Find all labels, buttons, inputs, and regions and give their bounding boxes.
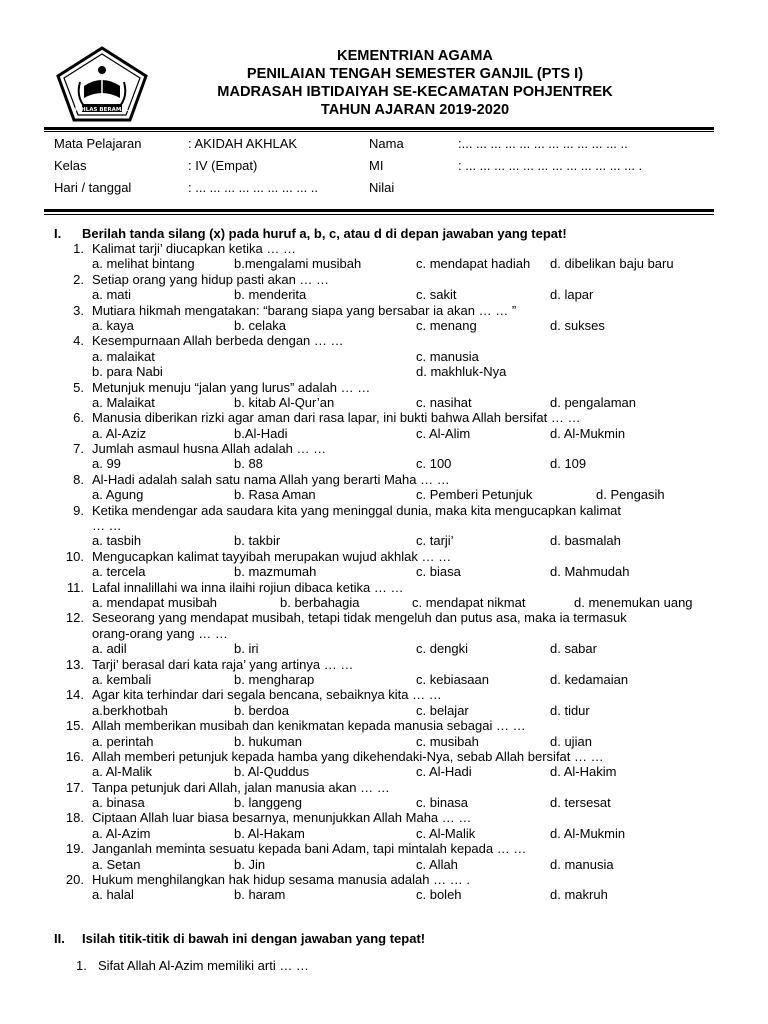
info-rule-thin xyxy=(44,214,714,215)
answer-option[interactable]: b. haram xyxy=(234,887,286,903)
question-line xyxy=(54,749,722,764)
question-text: … … xyxy=(92,518,122,534)
question-item xyxy=(54,841,722,872)
question-number: 5. xyxy=(73,379,84,395)
answer-option[interactable]: c. tarji’ xyxy=(416,533,454,549)
answer-options-row xyxy=(54,826,722,841)
answer-options-row xyxy=(54,564,722,579)
question-number: 2. xyxy=(73,271,84,287)
kemenag-logo xyxy=(54,46,150,122)
question-line xyxy=(54,610,722,625)
question-text: Lafal innalillahi wa inna ilaihi rojiun dibaca ketika … … xyxy=(92,579,404,595)
answer-option[interactable]: c. dengki xyxy=(416,641,469,657)
question-line xyxy=(54,872,722,887)
answer-option[interactable]: b. mazmumah xyxy=(234,564,317,580)
question-item xyxy=(54,503,722,549)
question-line xyxy=(54,503,722,518)
question-item xyxy=(54,780,722,811)
answer-option[interactable]: d. tidur xyxy=(550,702,590,718)
info-row-mapel xyxy=(54,136,734,158)
answer-option[interactable]: a. Setan xyxy=(92,856,141,872)
question-number: 19. xyxy=(65,841,84,857)
answer-option[interactable]: c. Pemberi Petunjuk xyxy=(416,487,533,503)
question-item xyxy=(54,303,722,334)
answer-option[interactable]: b. para Nabi xyxy=(92,364,163,380)
answer-option[interactable]: a. halal xyxy=(92,887,134,903)
answer-option[interactable]: b. iri xyxy=(234,641,259,657)
mapel-label: Mata Pelajaran xyxy=(54,136,142,151)
answer-options-row xyxy=(54,395,722,410)
answer-option[interactable]: d. manusia xyxy=(550,856,614,872)
answer-options-row xyxy=(54,764,722,779)
answer-option[interactable]: c. musibah xyxy=(416,733,479,749)
question-text: Al-Hadi adalah salah satu nama Allah yang berarti Maha … … xyxy=(92,471,450,487)
answer-option[interactable]: b. mengharap xyxy=(234,671,315,687)
question-line xyxy=(54,780,722,795)
answer-option[interactable]: d. Pengasih xyxy=(596,487,665,503)
question-number: 16. xyxy=(65,748,84,764)
answer-option[interactable]: a. kaya xyxy=(92,317,134,333)
mi-field[interactable]: : ... ... ... ... ... ... ... ... ... ... ... ... . xyxy=(458,158,643,173)
answer-option[interactable]: b. berdoa xyxy=(234,702,289,718)
answer-options-row xyxy=(54,318,722,333)
answer-option[interactable]: c. nasihat xyxy=(416,394,472,410)
question-text: Ciptaan Allah luar biasa besarnya, menunjukkan Allah Maha … … xyxy=(92,810,472,826)
answer-option[interactable]: b. Al-Hakam xyxy=(234,825,305,841)
answer-option[interactable]: c. belajar xyxy=(416,702,469,718)
answer-options-row xyxy=(54,641,722,656)
hari-field[interactable]: : ... ... ... ... ... ... ... ... .. xyxy=(188,180,319,195)
question-line xyxy=(54,549,722,564)
question-line xyxy=(54,841,722,856)
nama-label: Nama xyxy=(369,136,404,151)
answer-options-row xyxy=(54,672,722,687)
answer-option[interactable]: a. 99 xyxy=(92,456,121,472)
question-text: Tanpa petunjuk dari Allah, jalan manusia akan … … xyxy=(92,779,390,795)
answer-option[interactable]: d. kedamaian xyxy=(550,671,629,687)
question-text: Ketika mendengar ada saudara kita yang meninggal dunia, maka kita mengucapkan kalimat xyxy=(92,502,621,518)
essay-question-text: Sifat Allah Al-Azim memiliki arti … … xyxy=(98,958,309,973)
answer-option[interactable]: a. malaikat xyxy=(92,348,155,364)
answer-option[interactable]: b.mengalami musibah xyxy=(234,256,362,272)
answer-option[interactable]: a. mendapat musibah xyxy=(92,594,218,610)
answer-option[interactable]: d. basmalah xyxy=(550,533,621,549)
question-number: 15. xyxy=(65,718,84,734)
question-text: Janganlah meminta sesuatu kepada bani Adam, tapi mintalah kepada … … xyxy=(92,841,527,857)
answer-option[interactable]: d. sabar xyxy=(550,641,597,657)
question-line xyxy=(54,472,722,487)
answer-option[interactable]: a. adil xyxy=(92,641,127,657)
answer-option[interactable]: b. berbahagia xyxy=(280,594,360,610)
question-list xyxy=(54,241,722,903)
answer-option[interactable]: d. 109 xyxy=(550,456,587,472)
answer-options-row xyxy=(54,487,722,502)
answer-option[interactable]: a. mati xyxy=(92,287,132,303)
header-line-2: PENILAIAN TENGAH SEMESTER GANJIL (PTS I) xyxy=(246,66,584,82)
section-1-title: Berilah tanda silang (x) pada huruf a, b, c, atau d di depan jawaban yang tepat! xyxy=(82,226,567,241)
question-number: 13. xyxy=(65,656,84,672)
nilai-label: Nilai xyxy=(369,180,395,195)
answer-option[interactable]: c. manusia xyxy=(416,348,479,364)
question-item xyxy=(54,380,722,411)
question-text: Kesempurnaan Allah berbeda dengan … … xyxy=(92,333,344,349)
header-rule-thin xyxy=(44,131,714,132)
question-line xyxy=(54,241,722,256)
answer-option[interactable]: a. kembali xyxy=(92,671,152,687)
answer-options-row xyxy=(54,533,722,548)
answer-option[interactable]: d. Al-Mukmin xyxy=(550,425,626,441)
question-text: Mutiara hikmah mengatakan: “barang siapa yang bersabar ia akan … … ” xyxy=(92,302,517,318)
question-line xyxy=(54,441,722,456)
question-text: orang-orang yang … … xyxy=(92,625,228,641)
question-item xyxy=(54,872,722,903)
answer-options-row xyxy=(54,426,722,441)
answer-option[interactable]: a. Al-Malik xyxy=(92,764,152,780)
question-item xyxy=(54,687,722,718)
answer-options-row xyxy=(54,857,722,872)
answer-option[interactable]: b. hukuman xyxy=(234,733,302,749)
answer-option[interactable]: c. menang xyxy=(416,317,477,333)
answer-options-row xyxy=(54,887,722,902)
question-text: Agar kita terhindar dari segala bencana, sebaiknya kita … … xyxy=(92,687,442,703)
answer-option[interactable]: c. kebiasaan xyxy=(416,671,489,687)
question-text: Metunjuk menuju “jalan yang lurus” adalah … … xyxy=(92,379,371,395)
question-item xyxy=(54,333,722,379)
answer-option[interactable]: d. pengalaman xyxy=(550,394,637,410)
answer-option[interactable]: d. ujian xyxy=(550,733,592,749)
answer-option[interactable]: c. Al-Malik xyxy=(416,825,476,841)
question-text: Seseorang yang mendapat musibah, tetapi tidak mengeluh dan putus asa, maka ia termasuk xyxy=(92,610,627,626)
answer-options-row xyxy=(54,734,722,749)
question-number: 9. xyxy=(73,502,84,518)
answer-option[interactable]: d. menemukan uang xyxy=(574,594,693,610)
answer-option[interactable]: d. makruh xyxy=(550,887,608,903)
answer-option[interactable]: b. Rasa Aman xyxy=(234,487,316,503)
question-line xyxy=(54,657,722,672)
answer-option[interactable]: a. melihat bintang xyxy=(92,256,195,272)
question-line xyxy=(54,410,722,425)
question-item xyxy=(54,472,722,503)
answer-option[interactable]: a. tasbih xyxy=(92,533,142,549)
question-text: Mengucapkan kalimat tayyibah merupakan wujud akhlak … … xyxy=(92,548,452,564)
answer-option[interactable]: a. tercela xyxy=(92,564,146,580)
question-number: 20. xyxy=(65,872,84,888)
answer-options-row xyxy=(54,703,722,718)
answer-option[interactable]: b.Al-Hadi xyxy=(234,425,288,441)
question-line xyxy=(54,718,722,733)
svg-text:IKHLAS BERAMAL: IKHLAS BERAMAL xyxy=(74,107,130,113)
section-2-number: II. xyxy=(54,931,65,946)
answer-option[interactable]: b. langgeng xyxy=(234,795,302,811)
mapel-value: : AKIDAH AKHLAK xyxy=(188,136,298,151)
question-number: 12. xyxy=(65,610,84,626)
answer-option[interactable]: c. mendapat hadiah xyxy=(416,256,531,272)
question-item xyxy=(54,441,722,472)
answer-option[interactable]: b. kitab Al-Qur’an xyxy=(234,394,335,410)
answer-option[interactable]: a. Malaikat xyxy=(92,394,155,410)
info-rule-thick xyxy=(44,209,714,212)
answer-option[interactable]: c. Al-Hadi xyxy=(416,764,472,780)
question-text: Jumlah asmaul husna Allah adalah … … xyxy=(92,441,327,457)
question-number: 11. xyxy=(66,579,84,595)
question-text: Allah memberikan musibah dan kenikmatan kepada manusia sebagai … … xyxy=(92,718,526,734)
question-item xyxy=(54,241,722,272)
question-number: 17. xyxy=(65,779,84,795)
nama-field[interactable]: :... ... ... ... ... ... ... ... ... ... ... .. xyxy=(458,136,628,151)
question-number: 14. xyxy=(65,687,84,703)
answer-option[interactable]: c. Al-Alim xyxy=(416,425,471,441)
answer-option[interactable]: a. Agung xyxy=(92,487,144,503)
question-number: 4. xyxy=(73,333,84,349)
answer-option[interactable]: d. Mahmudah xyxy=(550,564,630,580)
header-line-4: TAHUN AJARAN 2019-2020 xyxy=(320,102,510,118)
answer-option[interactable]: a.berkhotbah xyxy=(92,702,168,718)
question-line xyxy=(54,626,722,641)
answer-options-row xyxy=(54,456,722,471)
answer-option[interactable]: b. takbir xyxy=(234,533,281,549)
answer-options-row xyxy=(54,595,722,610)
info-row-hari xyxy=(54,180,734,202)
question-line xyxy=(54,272,722,287)
question-item xyxy=(54,410,722,441)
answer-options-row xyxy=(54,349,722,364)
question-item xyxy=(54,810,722,841)
answer-option[interactable]: d. dibelikan baju baru xyxy=(550,256,674,272)
question-text: Setiap orang yang hidup pasti akan … … xyxy=(92,271,330,287)
question-line xyxy=(54,580,722,595)
document-header xyxy=(150,47,680,119)
question-text: Kalimat tarji’ diucapkan ketika … … xyxy=(92,241,296,256)
question-item xyxy=(54,549,722,580)
answer-option[interactable]: a. Al-Azim xyxy=(92,825,151,841)
answer-option[interactable]: d. makhluk-Nya xyxy=(416,364,507,380)
question-text: Tarji’ berasal dari kata raja’ yang artinya … … xyxy=(92,656,354,672)
answer-option[interactable]: b. 88 xyxy=(234,456,263,472)
answer-option[interactable]: b. celaka xyxy=(234,317,287,333)
answer-option[interactable]: c. binasa xyxy=(416,795,469,811)
question-line xyxy=(54,518,722,533)
answer-option[interactable]: c. Allah xyxy=(416,856,458,872)
answer-options-row xyxy=(54,287,722,302)
question-number: 1. xyxy=(73,241,84,256)
answer-option[interactable]: b. Jin xyxy=(234,856,266,872)
answer-option[interactable]: c. boleh xyxy=(416,887,462,903)
hari-label: Hari / tanggal xyxy=(54,180,132,195)
answer-option[interactable]: d. tersesat xyxy=(550,795,611,811)
answer-option[interactable]: b. menderita xyxy=(234,287,307,303)
question-item xyxy=(54,272,722,303)
answer-options-row xyxy=(54,364,722,379)
question-number: 18. xyxy=(65,810,84,826)
header-line-1: KEMENTRIAN AGAMA xyxy=(337,48,493,64)
question-item xyxy=(54,718,722,749)
section-1-number: I. xyxy=(54,226,62,241)
header-rule-thick xyxy=(44,127,714,130)
answer-option[interactable]: b. Al-Quddus xyxy=(234,764,310,780)
question-line xyxy=(54,303,722,318)
question-number: 6. xyxy=(73,410,84,426)
question-number: 10. xyxy=(65,548,84,564)
section-2-title: Isilah titik-titik di bawah ini dengan jawaban yang tepat! xyxy=(82,931,426,946)
question-line xyxy=(54,810,722,825)
question-number: 7. xyxy=(73,441,84,457)
question-number: 3. xyxy=(73,302,84,318)
answer-option[interactable]: d. Al-Hakim xyxy=(550,764,617,780)
question-text: Manusia diberikan rizki agar aman dari rasa lapar, ini bukti bahwa Allah bersifat … … xyxy=(92,410,581,426)
kelas-value: : IV (Empat) xyxy=(188,158,258,173)
answer-options-row xyxy=(54,256,722,271)
answer-option[interactable]: a. Al-Aziz xyxy=(92,425,147,441)
mi-label: MI xyxy=(369,158,384,173)
question-line xyxy=(54,380,722,395)
question-item xyxy=(54,749,722,780)
answer-option[interactable]: c. biasa xyxy=(416,564,461,580)
answer-option[interactable]: d. lapar xyxy=(550,287,594,303)
kelas-label: Kelas xyxy=(54,158,87,173)
question-item xyxy=(54,610,722,656)
answer-option[interactable]: a. perintah xyxy=(92,733,154,749)
answer-options-row xyxy=(54,795,722,810)
info-row-kelas xyxy=(54,158,734,180)
answer-option[interactable]: d. sukses xyxy=(550,317,605,333)
student-info-block xyxy=(54,136,734,202)
question-text: Allah memberi petunjuk kepada hamba yang dikehendaki-Nya, sebab Allah bersifat … … xyxy=(92,748,604,764)
essay-question-number: 1. xyxy=(76,958,87,973)
question-line xyxy=(54,333,722,348)
answer-option[interactable]: c. 100 xyxy=(416,456,452,472)
question-item xyxy=(54,657,722,688)
answer-option[interactable]: c. mendapat nikmat xyxy=(412,594,526,610)
answer-option[interactable]: a. binasa xyxy=(92,795,145,811)
header-line-3: MADRASAH IBTIDAIYAH SE-KECAMATAN POHJENTREK xyxy=(217,84,613,100)
answer-option[interactable]: d. Al-Mukmin xyxy=(550,825,626,841)
question-number: 8. xyxy=(73,471,84,487)
question-line xyxy=(54,687,722,702)
answer-option[interactable]: c. sakit xyxy=(416,287,457,303)
question-text: Hukum menghilangkan hak hidup sesama manusia adalah … … . xyxy=(92,872,470,888)
question-item xyxy=(54,580,722,611)
